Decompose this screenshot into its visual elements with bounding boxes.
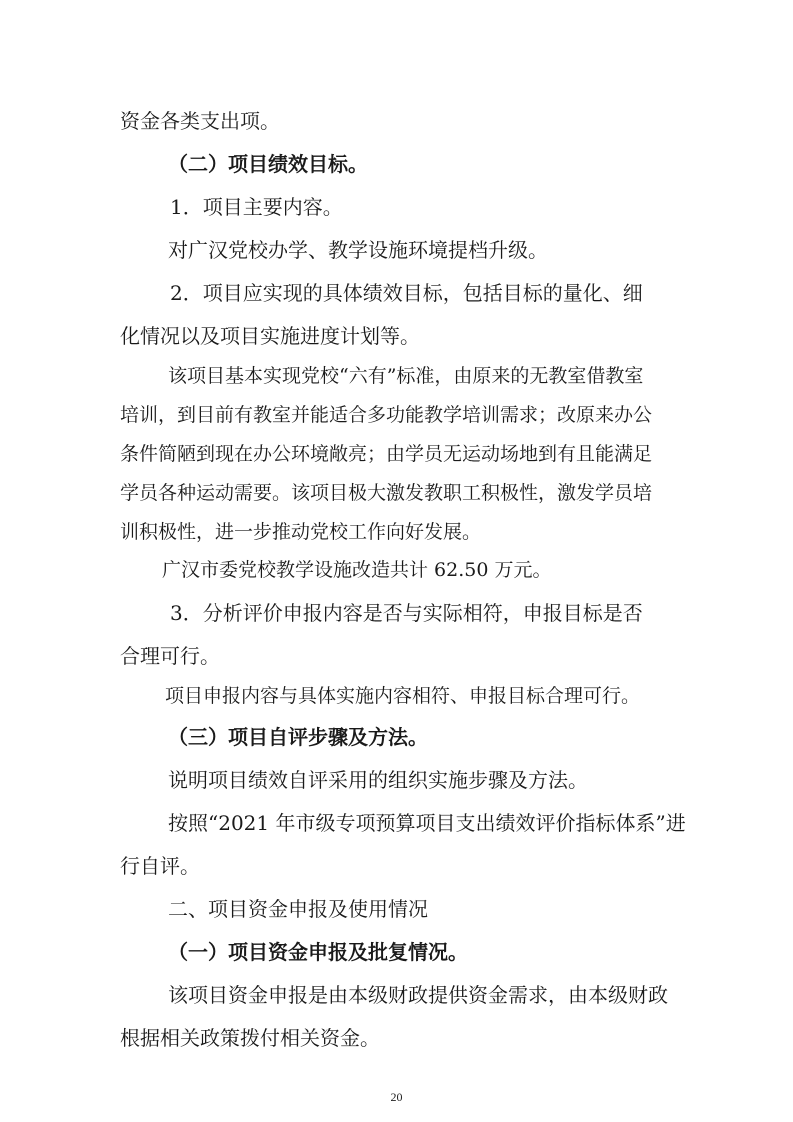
section-heading: （三）项目自评步骤及方法。: [168, 725, 428, 749]
subsection-heading: 3．分析评价申报内容是否与实际相符，申报目标是否: [170, 601, 643, 625]
section-heading: （一）项目资金申报及批复情况。: [168, 940, 468, 964]
text-line: 合理可行。: [120, 644, 220, 668]
text-line: 按照“2021 年市级专项预算项目支出绩效评价指标体系”进: [168, 811, 686, 835]
chapter-heading: 二、项目资金申报及使用情况: [168, 897, 428, 921]
text-line: 训积极性，进一步推动党校工作向好发展。: [120, 521, 482, 543]
text-line: 广汉市委党校教学设施改造共计 62.50 万元。: [162, 559, 552, 581]
text-line: 化情况以及项目实施进度计划等。: [120, 324, 420, 348]
text-line: 根据相关政策拨付相关资金。: [120, 1026, 380, 1050]
subsection-heading: 2．项目应实现的具体绩效目标，包括目标的量化、细: [170, 281, 643, 305]
text-line: 条件简陋到现在办公环境敞亮；由学员无运动场地到有且能满足: [120, 443, 653, 465]
text-line: 该项目基本实现党校“六有”标准，由原来的无教室借教室: [168, 365, 644, 387]
text-line: 说明项目绩效自评采用的组织实施步骤及方法。: [168, 768, 588, 792]
page-number: 20: [390, 1090, 403, 1104]
text-line: 培训，到目前有教室并能适合多功能教学培训需求；改原来办公: [120, 404, 653, 426]
text-line: 资金各类支出项。: [120, 109, 280, 133]
text-line: 对广汉党校办学、教学设施环境提档升级。: [168, 238, 548, 262]
section-heading: （二）项目绩效目标。: [168, 152, 368, 176]
subsection-heading: 1．项目主要内容。: [170, 195, 343, 219]
text-line: 行自评。: [120, 854, 200, 878]
text-line: 项目申报内容与具体实施内容相符、申报目标合理可行。: [165, 685, 641, 707]
text-line: 该项目资金申报是由本级财政提供资金需求，由本级财政: [168, 983, 668, 1007]
text-line: 学员各种运动需要。该项目极大激发教职工积极性，激发学员培: [120, 482, 653, 504]
